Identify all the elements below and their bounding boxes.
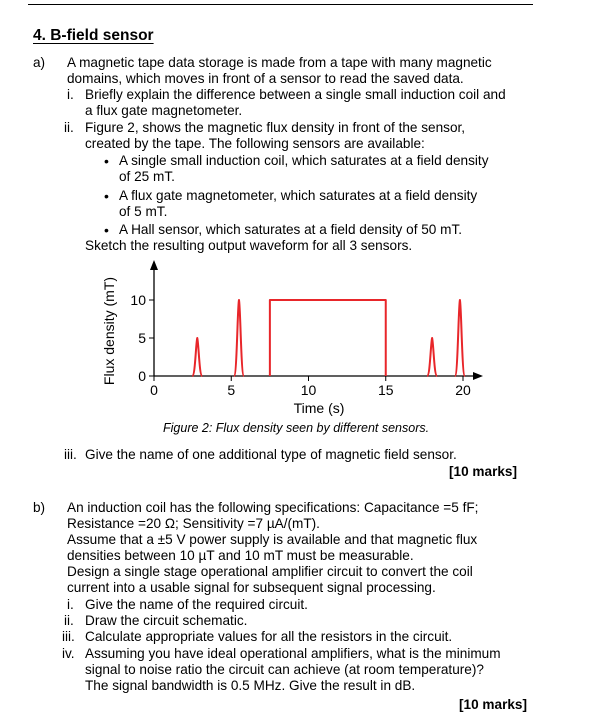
series-spike-3 (427, 338, 437, 376)
bullet-dot: • (104, 153, 109, 169)
question-b-ii-text: Draw the circuit schematic. (85, 613, 248, 628)
question-a-ii-line-2: created by the tape. The following sensors are available: (85, 136, 425, 151)
section-heading: 4. B-field sensor (33, 27, 154, 44)
part-a-label: a) (33, 55, 46, 70)
part-b-line-3: Assume that a ±5 V power supply is available and that magnetic flux (67, 532, 478, 547)
x-tick-label: 15 (377, 382, 394, 398)
question-a-i-line-2: a flux gate magnetometer. (85, 103, 243, 118)
series-spike-1 (192, 338, 202, 376)
bullet-1-line-2: of 25 mT. (119, 169, 175, 184)
question-b-iv-number: iv. (62, 646, 75, 661)
x-tick-label: 0 (150, 382, 158, 398)
x-tick-label: 10 (300, 382, 317, 398)
question-b-iv-line-3: The signal bandwidth is 0.5 MHz. Give the result in dB. (85, 678, 416, 693)
part-b-line-1: An induction coil has the following specifications: Capacitance =5 fF; (67, 500, 479, 515)
part-b-line-2: Resistance =20 Ω; Sensitivity =7 µA/(mT). (67, 516, 320, 531)
y-axis-arrow (150, 260, 158, 270)
part-b-line-4: densities between 10 µT and 10 mT must be measurable. (67, 548, 414, 563)
question-a-iii-text: Give the name of one additional type of magnetic field sensor. (85, 447, 457, 462)
bullet-dot: • (104, 222, 109, 238)
question-a-ii-number: ii. (64, 120, 74, 135)
part-a-intro-line-2: domains, which moves in front of a sensor to read the saved data. (67, 71, 464, 86)
series-spike-4 (455, 300, 465, 376)
question-b-i-number: i. (67, 597, 74, 612)
x-tick-label: 5 (227, 382, 236, 398)
series-spike-2 (234, 300, 244, 376)
sketch-instruction: Sketch the resulting output waveform for all 3 sensors. (85, 238, 413, 253)
figure-caption: Figure 2: Flux density seen by different sensors. (163, 421, 430, 435)
question-b-iii-number: iii. (62, 629, 75, 644)
marks-part-a: [10 marks] (449, 464, 518, 479)
x-axis-arrow (473, 372, 483, 380)
question-b-i-text: Give the name of the required circuit. (85, 597, 308, 612)
part-b-line-6: current into a usable signal for subsequent signal processing. (67, 580, 436, 595)
y-axis-label: Flux density (mT) (101, 276, 117, 386)
bullet-1-line-1: A single small induction coil, which saturates at a field density (119, 153, 489, 168)
question-a-ii-line-1: Figure 2, shows the magnetic flux density in front of the sensor, (85, 120, 466, 135)
part-b-label: b) (33, 500, 46, 515)
bullet-3-line-1: A Hall sensor, which saturates at a field density of 50 mT. (119, 222, 463, 237)
question-b-iv-line-2: signal to noise ratio the circuit can achieve (at room temperature)? (85, 662, 484, 677)
question-a-iii-number: iii. (64, 447, 77, 462)
x-axis-label: Time (s) (293, 400, 345, 416)
y-tick-label: 5 (138, 330, 146, 346)
question-b-iv-line-1: Assuming you have ideal operational amplifiers, what is the minimum (85, 646, 501, 661)
top-rule (28, 4, 533, 5)
part-b-line-5: Design a single stage operational amplifier circuit to convert the coil (67, 564, 473, 579)
bullet-2-line-1: A flux gate magnetometer, which saturates at a field density (119, 188, 478, 203)
part-a-intro-line-1: A magnetic tape data storage is made from a tape with many magnetic (67, 55, 492, 70)
question-a-i-line-1: Briefly explain the difference between a single small induction coil and (85, 87, 506, 102)
y-tick-label: 10 (130, 292, 146, 308)
question-b-ii-number: ii. (64, 613, 74, 628)
x-tick-label: 20 (455, 382, 471, 398)
flux-density-chart (100, 256, 490, 418)
question-a-i-number: i. (67, 87, 74, 102)
bullet-2-line-2: of 5 mT. (119, 204, 168, 219)
series-pulse (270, 300, 386, 376)
y-tick-label: 0 (138, 368, 146, 384)
marks-part-b: [10 marks] (459, 697, 528, 712)
bullet-dot: • (104, 188, 109, 204)
question-b-iii-text: Calculate appropriate values for all the resistors in the circuit. (85, 629, 453, 644)
